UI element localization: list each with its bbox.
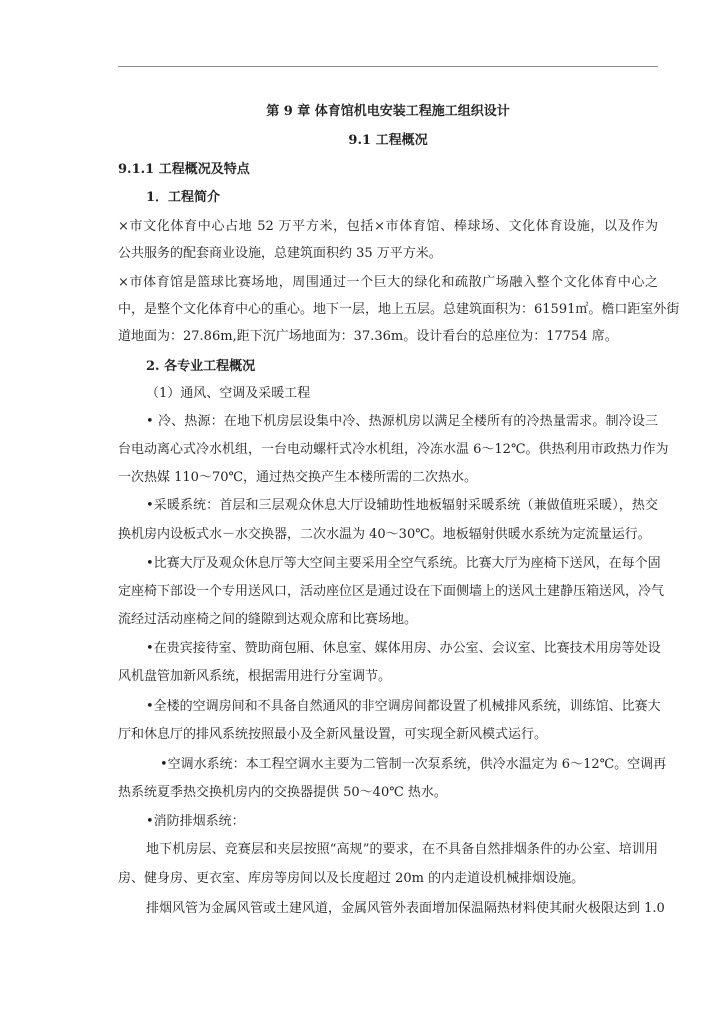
bullet-line: •全楼的空调房间和不具备自然通风的非空调房间都设置了机械排风系统，训练馆、比赛大 (146, 699, 661, 714)
bullet-smoke-exhaust: •消防排烟系统： (146, 814, 245, 829)
paragraph-line: 厅和休息厅的排风系统按照最小及全新风量设置，可实现全新风模式运行。 (118, 727, 548, 742)
paragraph-line: 公共服务的配套商业设施，总建筑面积约 35 万平方米。 (118, 246, 442, 261)
subsection-heading: 9.1.1 工程概况及特点 (118, 162, 250, 177)
bullet-line: •空调水系统：本工程空调水主要为二管制一次泵系统，供冷水温定为 6～12℃。空调再 (160, 757, 667, 772)
heading-hvac: （1）通风、空调及采暖工程 (146, 386, 311, 401)
section-title: 9.1 工程概况 (348, 133, 428, 148)
bullet-line: •比赛大厅及观众休息厅等大空间主要采用全空气系统。比赛大厅为座椅下送风，在每个固 (146, 556, 661, 571)
paragraph-line: 流经过活动座椅之间的缝隙到达观众席和比赛场地。 (118, 612, 418, 627)
header-rule (118, 66, 658, 67)
paragraph-line: 中，是整个文化体育中心的重心。地下一层，地上五层。总建筑面积为：61591㎡。檐口距室外街 (118, 302, 680, 317)
paragraph-line: 排烟风管为金属风管或土建风道，金属风管外表面增加保温隔热材料使其耐火极限达到 1.0 (146, 901, 665, 916)
paragraph-line: ×市文化体育中心占地 52 万平方米，包括×市体育馆、棒球场、文化体育设施，以及作为 (118, 219, 658, 234)
heading-disciplines: 2. 各专业工程概况 (146, 359, 256, 374)
paragraph-line: 一次热媒 110～70℃，通过热交换产生本楼所需的二次热水。 (118, 470, 478, 485)
paragraph-line: 地下机房层、竞赛层和夹层按照“高规”的要求，在不具备自然排烟条件的办公室、培训用 (146, 842, 658, 857)
paragraph-line: ×市体育馆是篮球比赛场地，周围通过一个巨大的绿化和疏散广场融入整个文化体育中心之 (118, 275, 658, 290)
paragraph-line: 道地面为：27.86m,距下沉广场地面为：37.36m。设计看台的总座位为：17754 席。 (118, 329, 618, 344)
paragraph-line: 定座椅下部设一个专用送风口，活动座位区是通过设在下面侧墙上的送风土建静压箱送风，冷气 (118, 584, 665, 599)
paragraph-line: 房、健身房、更衣室、库房等房间以及长度超过 20m 的内走道设机械排烟设施。 (118, 871, 585, 886)
heading-project-intro: 1．工程简介 (146, 190, 221, 205)
paragraph-line: 台电动离心式冷水机组，一台电动螺杆式冷水机组，冷冻水温 6～12℃。供热利用市政热力作为 (118, 442, 669, 457)
paragraph-line: 风机盘管加新风系统，根据需用进行分室调节。 (118, 669, 392, 684)
bullet-line: •在贵宾接待室、赞助商包厢、休息室、媒体用房、办公室、会议室、比赛技术用房等处设 (146, 641, 661, 656)
bullet-line: •采暖系统：首层和三层观众休息大厅设辅助性地板辐射采暖系统（兼做值班采暖），热交 (146, 498, 658, 513)
bullet-line: • 冷、热源：在地下机房层设集中冷、热源机房以满足全楼所有的冷热量需求。制冷设三 (146, 414, 658, 429)
paragraph-line: 热系统夏季热交换机房内的交换器提供 50～40℃ 热水。 (118, 785, 447, 800)
chapter-title: 第 9 章 体育馆机电安装工程施工组织设计 (266, 104, 510, 119)
paragraph-line: 换机房内设板式水－水交换器，二次水温为 40～30℃。地板辐射供暖水系统为定流量运行。 (118, 527, 651, 542)
